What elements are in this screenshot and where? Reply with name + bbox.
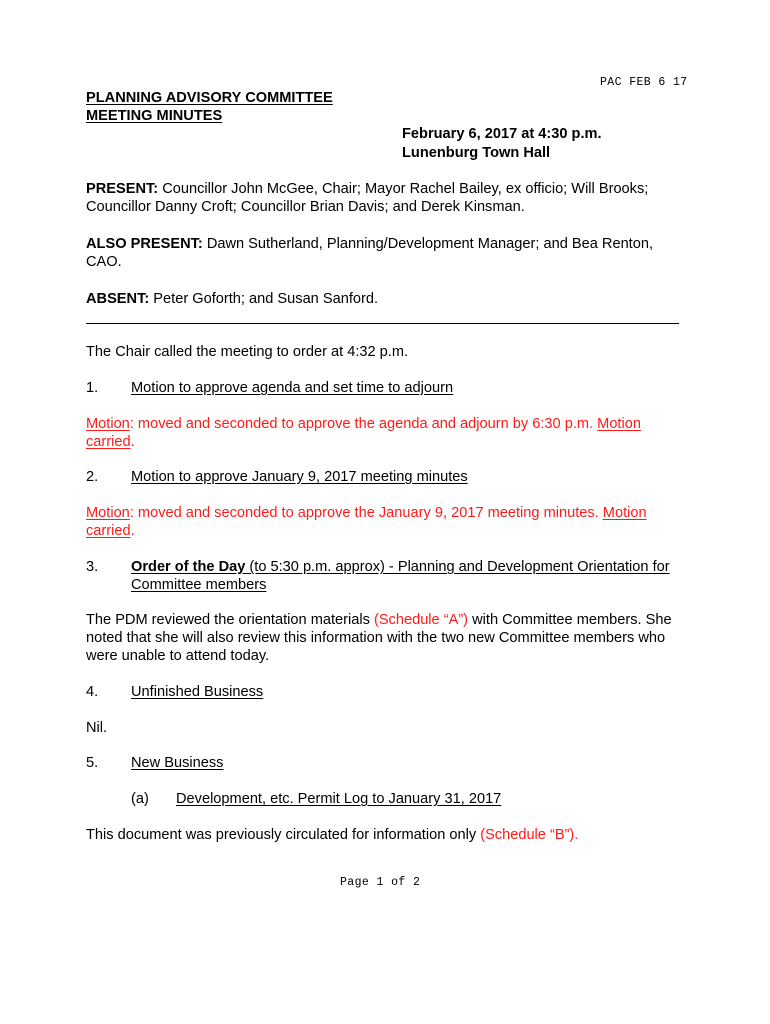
body-text: The PDM reviewed the orientation materials [86,612,374,628]
item-heading: New Business [131,755,224,771]
item-5a-body [86,826,686,844]
item-number: 5. [86,755,99,771]
absent-list: Peter Goforth; and Susan Sanford. [149,291,379,307]
item-number: 3. [86,559,99,575]
item-heading: Motion to approve January 9, 2017 meeting minutes [131,469,468,485]
motion-carried: Motion carried [86,505,647,539]
motion-end: . [130,434,135,450]
present-list: Councillor John McGee, Chair; Mayor Rachel Bailey, ex officio; Will Brooks; Councillor Danny Croft; Councillor Brian Davis; and Derek Kinsman. [86,181,649,215]
item-number: 2. [86,469,99,485]
call-to-order: The Chair called the meeting to order at 4:32 p.m. [86,344,409,360]
document-subtitle: MEETING MINUTES [86,108,223,124]
page-number: Page 1 of 2 [340,876,421,889]
body-text-end: . [574,827,579,843]
motion-1 [86,415,686,451]
meeting-location: Lunenburg Town Hall [402,145,551,161]
present-label: PRESENT: [86,181,159,197]
body-text-rest: with Committee members. She noted that she will also review this information with the two new Committee members who were unable to attend today. [86,612,672,664]
item-heading: Motion to approve agenda and set time to adjourn [131,380,454,396]
document-ref-code: PAC FEB 6 17 [600,76,688,89]
item-number: 4. [86,684,99,700]
motion-word: Motion [86,505,130,521]
also-present-paragraph [86,235,686,271]
item-heading-bold: Order of the Day [131,559,246,575]
schedule-b-reference: (Schedule “B”) [480,827,575,843]
motion-text: : moved and seconded to approve the January 9, 2017 meeting minutes. [129,505,603,521]
motion-end: . [130,523,135,539]
motion-carried: Motion carried [86,416,641,450]
motion-2 [86,504,686,540]
item-heading: Unfinished Business [131,684,264,700]
also-present-list: Dawn Sutherland, Planning/Development Manager; and Bea Renton, CAO. [86,236,654,270]
motion-text: : moved and seconded to approve the agenda and adjourn by 6:30 p.m. [129,416,598,432]
sub-item-heading: Development, etc. Permit Log to January 31, 2017 [176,791,502,807]
item-heading [131,558,676,594]
absent-paragraph [86,290,686,308]
present-paragraph [86,180,686,216]
document-title: PLANNING ADVISORY COMMITTEE [86,90,333,106]
section-divider [86,323,679,324]
absent-label: ABSENT: [86,291,150,307]
item-number: 1. [86,380,99,396]
meeting-datetime: February 6, 2017 at 4:30 p.m. [402,126,602,142]
item-heading-rest: (to 5:30 p.m. approx) - Planning and Development Orientation for Committee members [131,559,670,593]
item-3-body [86,611,686,665]
schedule-a-reference: (Schedule “A”) [373,612,469,628]
item-4-body: Nil. [86,720,108,736]
body-text: This document was previously circulated for information only [86,827,481,843]
motion-word: Motion [86,416,130,432]
also-present-label: ALSO PRESENT: [86,236,203,252]
sub-item-label: (a) [131,791,149,807]
